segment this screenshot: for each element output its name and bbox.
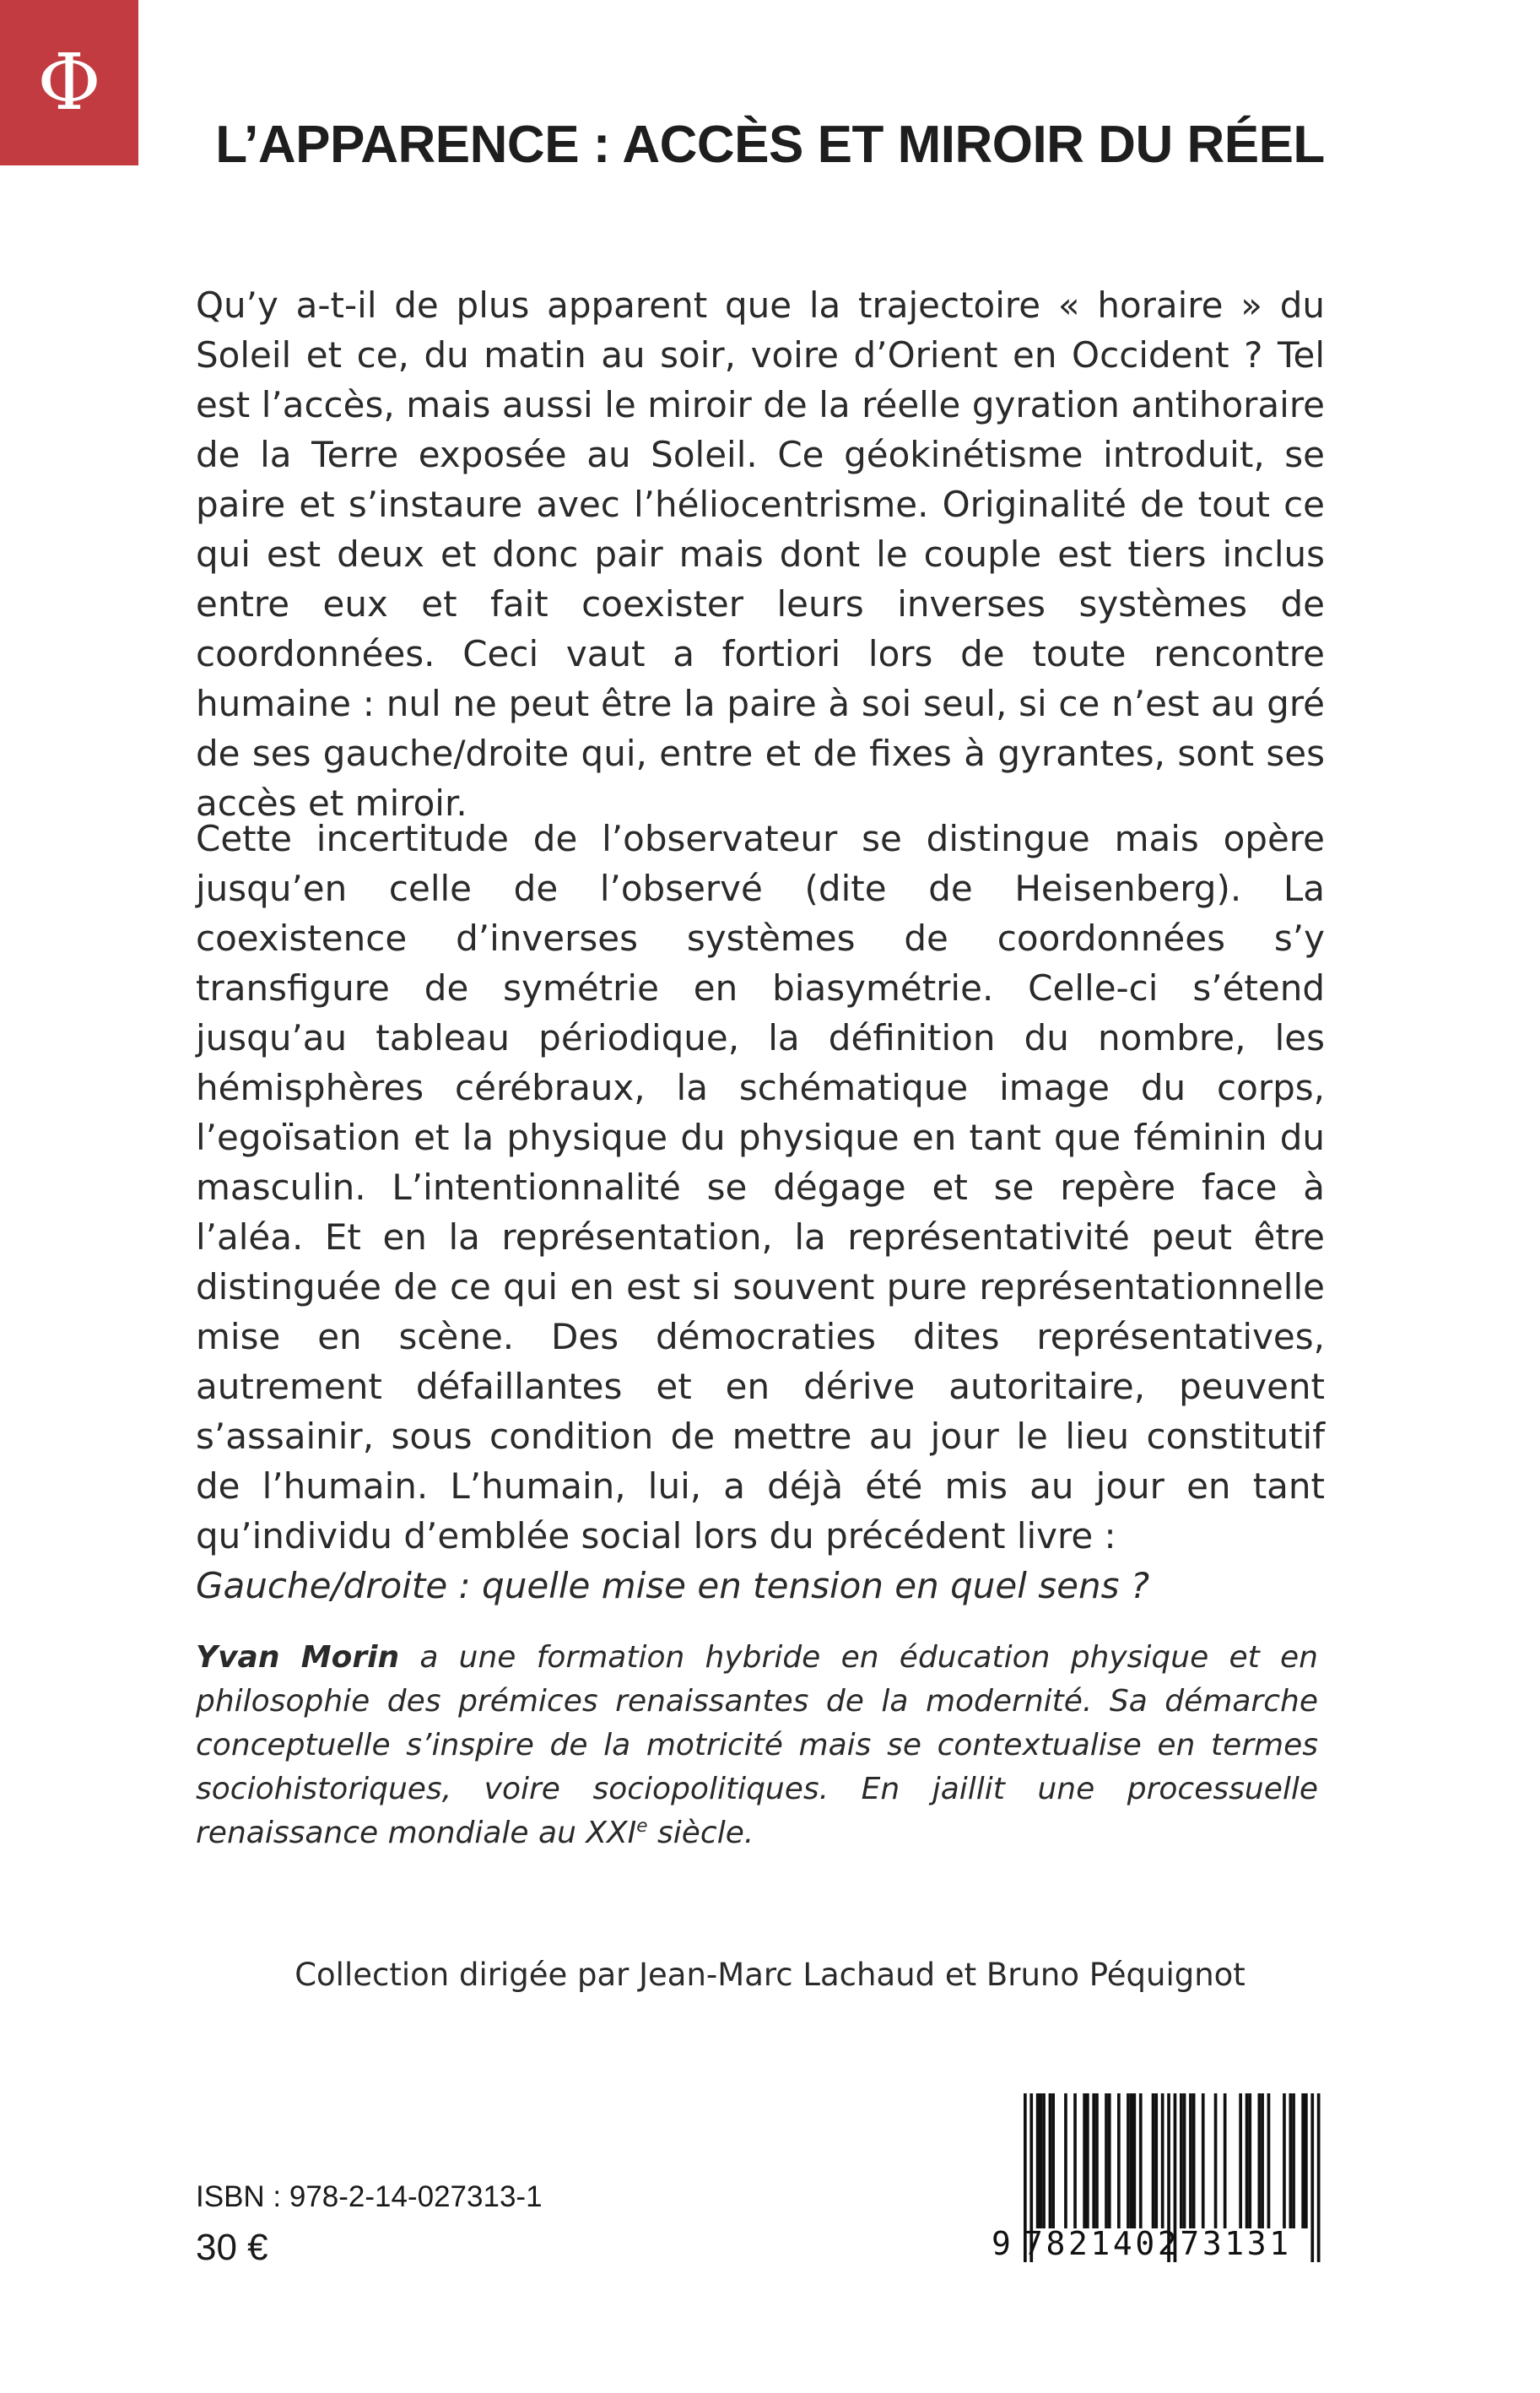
barcode-bar — [1127, 2093, 1130, 2228]
barcode-bar — [1239, 2093, 1242, 2228]
barcode-bar — [1246, 2093, 1249, 2228]
author-name: Yvan Morin — [196, 1640, 400, 1675]
barcode-bar — [1258, 2093, 1262, 2228]
barcode-bar — [1117, 2093, 1121, 2228]
barcode-bar — [1051, 2093, 1055, 2228]
author-bio — [196, 1636, 1318, 1855]
author-bio-ending: siècle. — [647, 1816, 754, 1850]
barcode-bar — [1086, 2093, 1089, 2228]
barcode-bar — [1139, 2093, 1143, 2228]
barcode-bar — [1049, 2093, 1052, 2228]
barcode-bar — [1248, 2093, 1251, 2228]
blurb-paragraph-2 — [196, 814, 1325, 1611]
barcode-bar — [1267, 2093, 1271, 2228]
barcode-number: 782140273131 — [1024, 2225, 1292, 2262]
barcode-bar — [1130, 2093, 1133, 2228]
century-superscript: e — [636, 1816, 648, 1837]
barcode-bar — [1161, 2093, 1164, 2228]
barcode-bar — [1192, 2093, 1196, 2228]
barcode-bar — [1183, 2093, 1186, 2228]
barcode-bar — [1305, 2093, 1308, 2228]
barcode-bar — [1152, 2093, 1155, 2228]
book-title: L’APPARENCE : ACCÈS ET MIROIR DU RÉEL — [215, 116, 1325, 174]
barcode-bar — [1092, 2093, 1095, 2228]
collection-credit: Collection dirigée par Jean-Marc Lachaud et Bruno Péquignot — [294, 1957, 1246, 1993]
author-bio-text: a une formation hybride en éducation physique et en philosophie des prémices renaissantes de la modernité. Sa démarche conceptuelle s’inspire de la motricité mais se contextualise en termes sociohistoriques, voire sociopolitiques. En jaillit une processuelle renaissance mondiale au XXI — [196, 1640, 1318, 1850]
blurb-paragraph-1 — [196, 280, 1325, 828]
isbn: ISBN : 978-2-14-027313-1 — [196, 2180, 543, 2213]
barcode-bar — [1083, 2093, 1086, 2228]
barcode-bar — [1073, 2093, 1077, 2228]
barcode-first-digit: 9 — [992, 2225, 1011, 2262]
blurb-paragraph-1-text: Qu’y a-t-il de plus apparent que la trajectoire « horaire » du Soleil et ce, du matin au soir, voire d’Orient en Occident ? Tel est l’accès, mais aussi le miroir de la réelle gyration antihoraire de la Terre exposée au Soleil. Ce géokinétisme introduit, se paire et s’instaure avec l’héliocentrisme. Originalité de tout ce qui est deux et donc pair mais dont le couple est tiers inclus entre eux et fait coexister leurs inverses systèmes de coordonnées. Ceci vaut a fortiori lors de toute rencontre humaine : nul ne peut être la paire à soi seul, si ce n’est au gré de ses gauche/droite qui, entre et de fixes à gyrantes, sont ses accès et miroir. — [196, 284, 1325, 824]
barcode-bar — [1261, 2093, 1264, 2228]
barcode-bar — [1105, 2093, 1108, 2228]
barcode-bar — [1189, 2093, 1192, 2228]
barcode-bar — [1095, 2093, 1099, 2228]
price: 30 € — [196, 2227, 268, 2268]
barcode-bar — [1301, 2093, 1305, 2228]
barcode-bar — [1036, 2093, 1040, 2228]
barcode-bar — [1133, 2093, 1137, 2228]
barcode-bar — [1180, 2093, 1183, 2228]
barcode-bar — [1283, 2093, 1286, 2228]
barcode-bar — [1224, 2093, 1227, 2228]
barcode-bar — [1040, 2093, 1043, 2228]
barcode-bar — [1154, 2093, 1158, 2228]
previous-book-title: Gauche/droite : quelle mise en tension en quel sens ? — [196, 1565, 1150, 1606]
barcode-bar — [1042, 2093, 1046, 2228]
barcode-bar — [1292, 2093, 1295, 2228]
phi-logo-icon: Φ — [37, 37, 101, 127]
blurb-paragraph-2-text: Cette incertitude de l’observateur se distingue mais opère jusqu’en celle de l’observé (dite de Heisenberg). La coexistence d’inverses systèmes de coordonnées s’y transfigure de symétrie en biasymétrie. Celle-ci s’étend jusqu’au tableau périodique, la définition du nombre, les hémisphères cérébraux, la schématique image du corps, l’egoïsation et la physique du physique en tant que féminin du masculin. L’intentionnalité se dégage et se repère face à l’aléa. Et en la représentation, la représentativité peut être distinguée de ce qui en est si souvent pure représentationnelle mise en scène. Des démocraties dites représentatives, autrement défaillantes et en dérive autoritaire, peuvent s’assainir, sous condition de mettre au jour le lieu constitutif de l’humain. L’humain, lui, a déjà été mis au jour en tant qu’individu d’emblée social lors du précédent livre : — [196, 818, 1325, 1557]
barcode-bar — [1289, 2093, 1293, 2228]
barcode-bar — [1214, 2093, 1218, 2228]
barcode-digits — [992, 2225, 1329, 2272]
barcode-bar — [1064, 2093, 1067, 2228]
barcode-bar — [1202, 2093, 1205, 2228]
barcode-bar — [1108, 2093, 1111, 2228]
